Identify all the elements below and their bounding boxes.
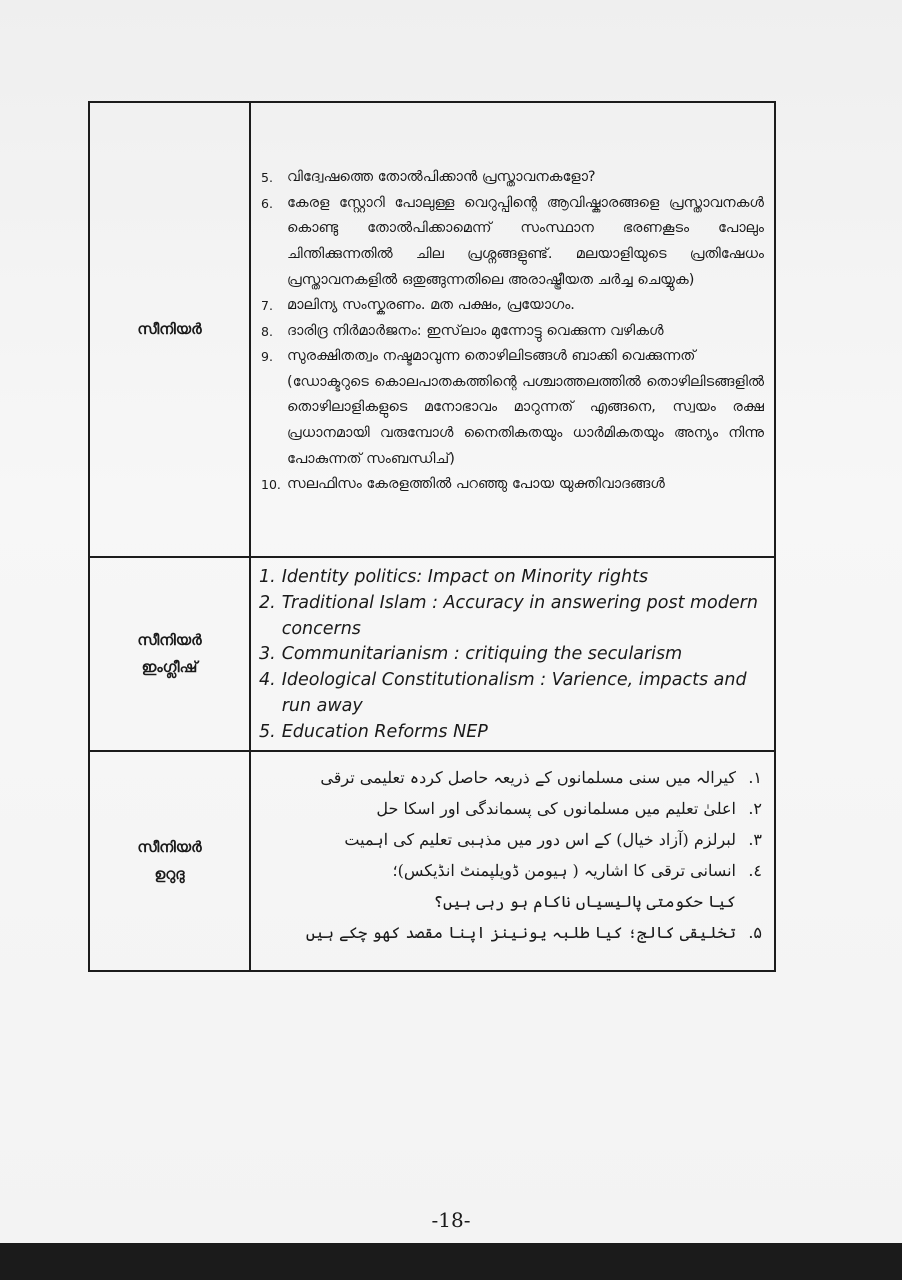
row-senior: [89, 102, 775, 557]
topics-list-english: [251, 558, 774, 750]
list-item-continuation: کیا حکومتی پالیسیاں ناکام ہو رہی ہیں؟: [433, 891, 736, 911]
label-senior: സീനിയർ: [137, 320, 202, 338]
list-item: 7. മാലിന്യ സംസ്കരണം. മത പക്ഷം, പ്രയോഗം.: [261, 297, 575, 314]
category-label-senior: [89, 102, 250, 557]
topics-table: [88, 101, 776, 972]
list-item: 5. വിദ്വേഷത്തെ തോൽപിക്കാൻ പ്രസ്താവനകളോ?: [261, 169, 596, 186]
list-item: 9. സുരക്ഷിതത്വം നഷ്ടമാവുന്ന തൊഴിലിടങ്ങൾ ബാക്കി വെക്കുന്നത്: [261, 348, 696, 365]
list-item: 2. Traditional Islam : Accuracy in answering post modern concerns: [259, 592, 758, 639]
list-item: ۳. لبرلزم (آزاد خیال) کے اس دور میں مذہبی تعلیم کی اہمیت: [344, 829, 762, 849]
list-item: ۲. اعلیٰ تعلیم میں مسلمانوں کی پسماندگی اور اسکا حل: [376, 798, 762, 818]
label-senior-english-line2: ഇംഗ്ലീഷ്: [141, 657, 198, 676]
page-number: -18-: [431, 1208, 471, 1232]
list-item: 10. സലഫിസം കേരളത്തിൽ പറഞ്ഞു പോയ യുക്തിവാദങ്ങൾ: [261, 476, 665, 493]
list-item: 4. Ideological Constitutionalism : Varience, impacts and run away: [259, 670, 747, 716]
list-item-note: (ഡോക്ടറുടെ കൊലപാതകത്തിന്റെ പശ്ചാത്തലത്തിൽ തൊഴിലിടങ്ങളിൽ തൊഴിലാളികളുടെ മനോഭാവം മാറുന്നത് എങ്ങനെ, സ്വയം രക്ഷ പ്രധാനമായി വരുമ്പോൾ നൈതികതയും ധാർമികതയും അന്യം നിന്നു പോകുന്നത് സംബന്ധിച്): [287, 373, 764, 467]
list-item: 3. Communitarianism : critiquing the secularism: [259, 644, 683, 665]
topics-list-senior: [251, 143, 774, 516]
list-item: 1. Identity politics: Impact on Minority rights: [259, 567, 649, 587]
list-item: 8. ദാരിദ്ര നിർമാർജനം: ഇസ്‌ലാം മുന്നോട്ടു വെക്കുന്ന വഴികൾ: [261, 322, 664, 339]
list-item: ٤. انسانی ترقی کا اشاریہ ( ہیومن ڈویلپمنٹ انڈیکس)؛: [392, 860, 762, 880]
row-senior-english: [89, 557, 775, 751]
list-item: 5. Education Reforms NEP: [259, 721, 488, 742]
row-senior-urdu: [89, 751, 775, 971]
category-label-senior-urdu: [89, 751, 250, 971]
label-senior-urdu-line2: ഉറുദു: [154, 864, 185, 883]
label-senior-urdu-line1: സീനിയർ: [137, 837, 202, 856]
footer-bar: [0, 1243, 902, 1280]
topics-list-urdu: [251, 752, 774, 970]
category-label-senior-english: [89, 557, 250, 751]
label-senior-english-line1: സീനിയർ: [137, 630, 202, 649]
list-item: 6. കേരള സ്റ്റോറി പോലുള്ള വെറുപ്പിന്റെ ആവിഷ്കാരങ്ങളെ പ്രസ്താവനകൾ കൊണ്ടു തോൽപിക്കാമെന്ന് സംസ്ഥാന ഭരണകൂടം പോലും ചിന്തിക്കുന്നതിൽ ചില പ്രശ്നങ്ങളുണ്ട്. മലയാളിയുടെ പ്രതിഷേധം പ്രസ്താവനകളിൽ ഒതുങ്ങുന്നതിലെ അരാഷ്ട്രീയത ചർച്ച ചെയ്യുക): [261, 194, 764, 288]
topics-english-cell: [250, 557, 775, 751]
topics-urdu-cell: [250, 751, 775, 971]
topics-senior-cell: [250, 102, 775, 557]
list-item: ۵. تخلیقی کالج؛ کیا طلبہ یونینز اپنا مقصد کھو چکے ہیں: [305, 922, 762, 942]
list-item: ۱. کیرالہ میں سنی مسلمانوں کے ذریعہ حاصل کردہ تعلیمی ترقی: [320, 767, 762, 787]
